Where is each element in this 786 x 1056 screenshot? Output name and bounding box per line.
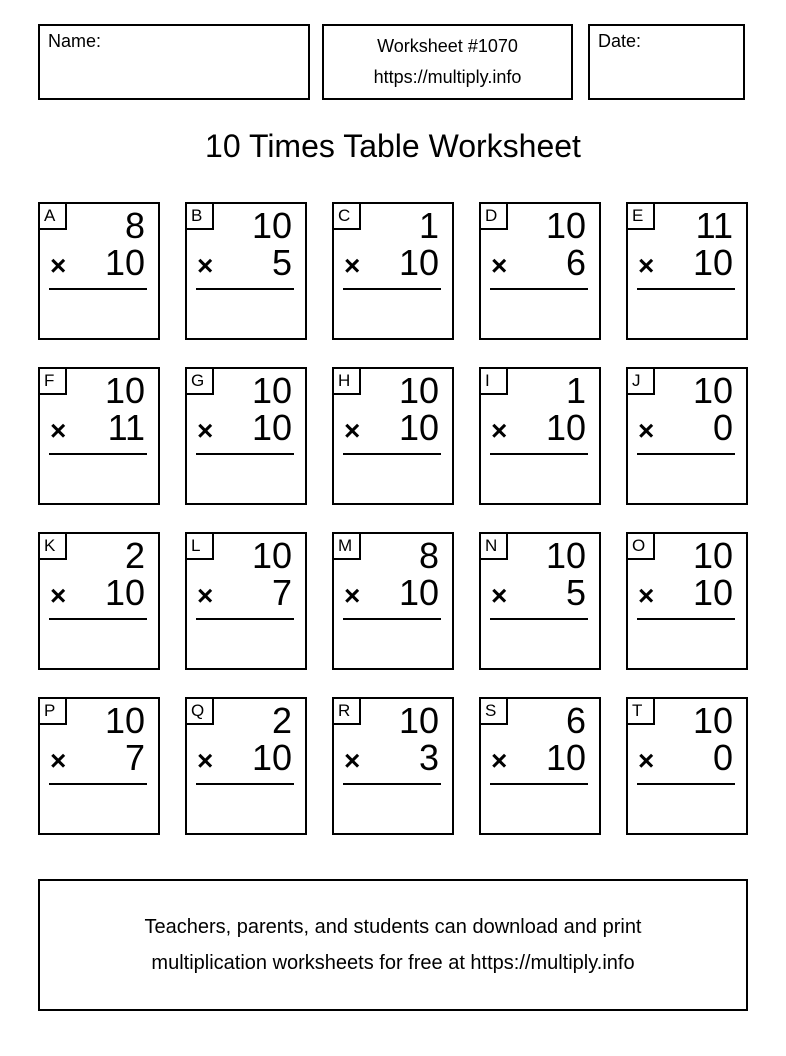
multiplicand: 8 (124, 205, 145, 246)
multiplier: 10 (692, 572, 733, 613)
problem-card (332, 202, 454, 340)
multiplier: 10 (398, 407, 439, 448)
answer-line (49, 783, 147, 785)
problem-card (185, 697, 307, 835)
answer-line (490, 783, 588, 785)
multiplier: 5 (565, 572, 586, 613)
multiplier-row (481, 242, 599, 284)
problem-label: P (40, 699, 67, 725)
multiplier: 0 (712, 407, 733, 448)
problem-label: B (187, 204, 214, 230)
answer-line (637, 288, 735, 290)
multiplier-row (187, 572, 305, 614)
name-field-box (38, 24, 310, 100)
worksheet-info-box (322, 24, 573, 100)
multiplier-row (481, 407, 599, 449)
multiplier: 11 (107, 407, 145, 448)
multiplicand: 10 (545, 535, 586, 576)
problem-card (479, 202, 601, 340)
problem-card (332, 532, 454, 670)
date-field-box (588, 24, 745, 100)
answer-line (637, 783, 735, 785)
problem-label: S (481, 699, 508, 725)
multiplicand: 10 (251, 535, 292, 576)
multiplier: 10 (251, 407, 292, 448)
multiplier-row (628, 242, 746, 284)
multiply-icon: × (638, 745, 655, 776)
problem-label: O (628, 534, 655, 560)
multiplier-row (334, 737, 452, 779)
multiply-icon: × (344, 250, 361, 281)
problems-grid (38, 202, 748, 835)
problem-card (332, 697, 454, 835)
multiplicand: 10 (104, 700, 145, 741)
problem-label: A (40, 204, 67, 230)
date-label: Date: (598, 31, 642, 51)
answer-line (637, 453, 735, 455)
multiplicand: 1 (418, 205, 439, 246)
multiplier-row (187, 407, 305, 449)
multiplier: 3 (418, 737, 439, 778)
multiply-icon: × (638, 580, 655, 611)
multiply-icon: × (638, 250, 655, 281)
problem-card (332, 367, 454, 505)
problem-label: D (481, 204, 508, 230)
worksheet-number: Worksheet #1070 (377, 36, 518, 56)
multiplier-row (40, 572, 158, 614)
multiplier: 10 (104, 242, 145, 283)
worksheet-url: https://multiply.info (373, 67, 522, 87)
multiplicand: 10 (104, 370, 145, 411)
multiply-icon: × (50, 415, 67, 446)
multiplier: 7 (124, 737, 145, 778)
problem-card (479, 697, 601, 835)
multiply-icon: × (50, 580, 67, 611)
multiplier: 10 (692, 242, 733, 283)
problem-card (626, 697, 748, 835)
problem-card (626, 532, 748, 670)
problem-card (38, 202, 160, 340)
multiply-icon: × (50, 745, 67, 776)
multiplier: 0 (712, 737, 733, 778)
problem-card (185, 532, 307, 670)
multiply-icon: × (197, 580, 214, 611)
answer-line (49, 618, 147, 620)
problem-card (626, 202, 748, 340)
multiply-icon: × (344, 580, 361, 611)
multiplier-row (40, 242, 158, 284)
problem-label: J (628, 369, 655, 395)
multiplicand: 10 (398, 700, 439, 741)
problem-card (626, 367, 748, 505)
problem-label: F (40, 369, 67, 395)
multiply-icon: × (491, 580, 508, 611)
multiplier-row (628, 737, 746, 779)
answer-line (196, 288, 294, 290)
problem-card (38, 367, 160, 505)
multiplier-row (481, 572, 599, 614)
multiply-icon: × (197, 745, 214, 776)
problem-card (185, 367, 307, 505)
problem-label: I (481, 369, 508, 395)
multiplicand: 11 (695, 205, 733, 246)
answer-line (343, 288, 441, 290)
problem-label: N (481, 534, 508, 560)
multiply-icon: × (197, 415, 214, 446)
multiplier-row (187, 737, 305, 779)
multiplier-row (40, 407, 158, 449)
multiplicand: 10 (398, 370, 439, 411)
problem-label: Q (187, 699, 214, 725)
answer-line (490, 453, 588, 455)
multiplier-row (628, 572, 746, 614)
problem-label: K (40, 534, 67, 560)
problem-label: M (334, 534, 361, 560)
name-label: Name: (48, 31, 102, 51)
multiply-icon: × (491, 250, 508, 281)
multiplicand: 10 (692, 370, 733, 411)
multiplier: 10 (398, 572, 439, 613)
problem-card (479, 367, 601, 505)
multiplicand: 6 (565, 700, 586, 741)
page-title: 10 Times Table Worksheet (205, 128, 581, 164)
multiply-icon: × (344, 745, 361, 776)
multiplicand: 10 (251, 370, 292, 411)
multiplier-row (628, 407, 746, 449)
answer-line (637, 618, 735, 620)
multiplier: 10 (104, 572, 145, 613)
multiplier: 6 (565, 242, 586, 283)
multiplier: 10 (398, 242, 439, 283)
problem-label: R (334, 699, 361, 725)
problem-label: L (187, 534, 214, 560)
multiply-icon: × (491, 745, 508, 776)
problem-card (38, 532, 160, 670)
footer-text-line1: Teachers, parents, and students can download and print (144, 916, 642, 938)
answer-line (490, 618, 588, 620)
multiplicand: 1 (565, 370, 586, 411)
multiplicand: 10 (692, 535, 733, 576)
multiply-icon: × (197, 250, 214, 281)
multiplier: 10 (545, 737, 586, 778)
problem-card (479, 532, 601, 670)
footer-text-line2: multiplication worksheets for free at https://multiply.info (151, 952, 635, 974)
multiplier-row (40, 737, 158, 779)
answer-line (343, 783, 441, 785)
problem-label: E (628, 204, 655, 230)
answer-line (196, 453, 294, 455)
multiplier: 10 (251, 737, 292, 778)
problem-card (185, 202, 307, 340)
problem-label: H (334, 369, 361, 395)
multiplier-row (334, 407, 452, 449)
multiply-icon: × (491, 415, 508, 446)
multiplier: 7 (271, 572, 292, 613)
multiplier-row (334, 242, 452, 284)
multiplicand: 10 (692, 700, 733, 741)
problem-label: T (628, 699, 655, 725)
problem-card (38, 697, 160, 835)
answer-line (490, 288, 588, 290)
multiplier: 10 (545, 407, 586, 448)
multiplier-row (334, 572, 452, 614)
multiplicand: 8 (418, 535, 439, 576)
answer-line (196, 618, 294, 620)
answer-line (343, 618, 441, 620)
multiplicand: 2 (124, 535, 145, 576)
multiplier: 5 (271, 242, 292, 283)
multiply-icon: × (344, 415, 361, 446)
problem-label: G (187, 369, 214, 395)
answer-line (196, 783, 294, 785)
footer-box (38, 879, 748, 1011)
multiplier-row (187, 242, 305, 284)
multiply-icon: × (638, 415, 655, 446)
answer-line (343, 453, 441, 455)
multiplier-row (481, 737, 599, 779)
problem-label: C (334, 204, 361, 230)
answer-line (49, 453, 147, 455)
answer-line (49, 288, 147, 290)
multiplicand: 2 (271, 700, 292, 741)
multiply-icon: × (50, 250, 67, 281)
multiplicand: 10 (545, 205, 586, 246)
multiplicand: 10 (251, 205, 292, 246)
